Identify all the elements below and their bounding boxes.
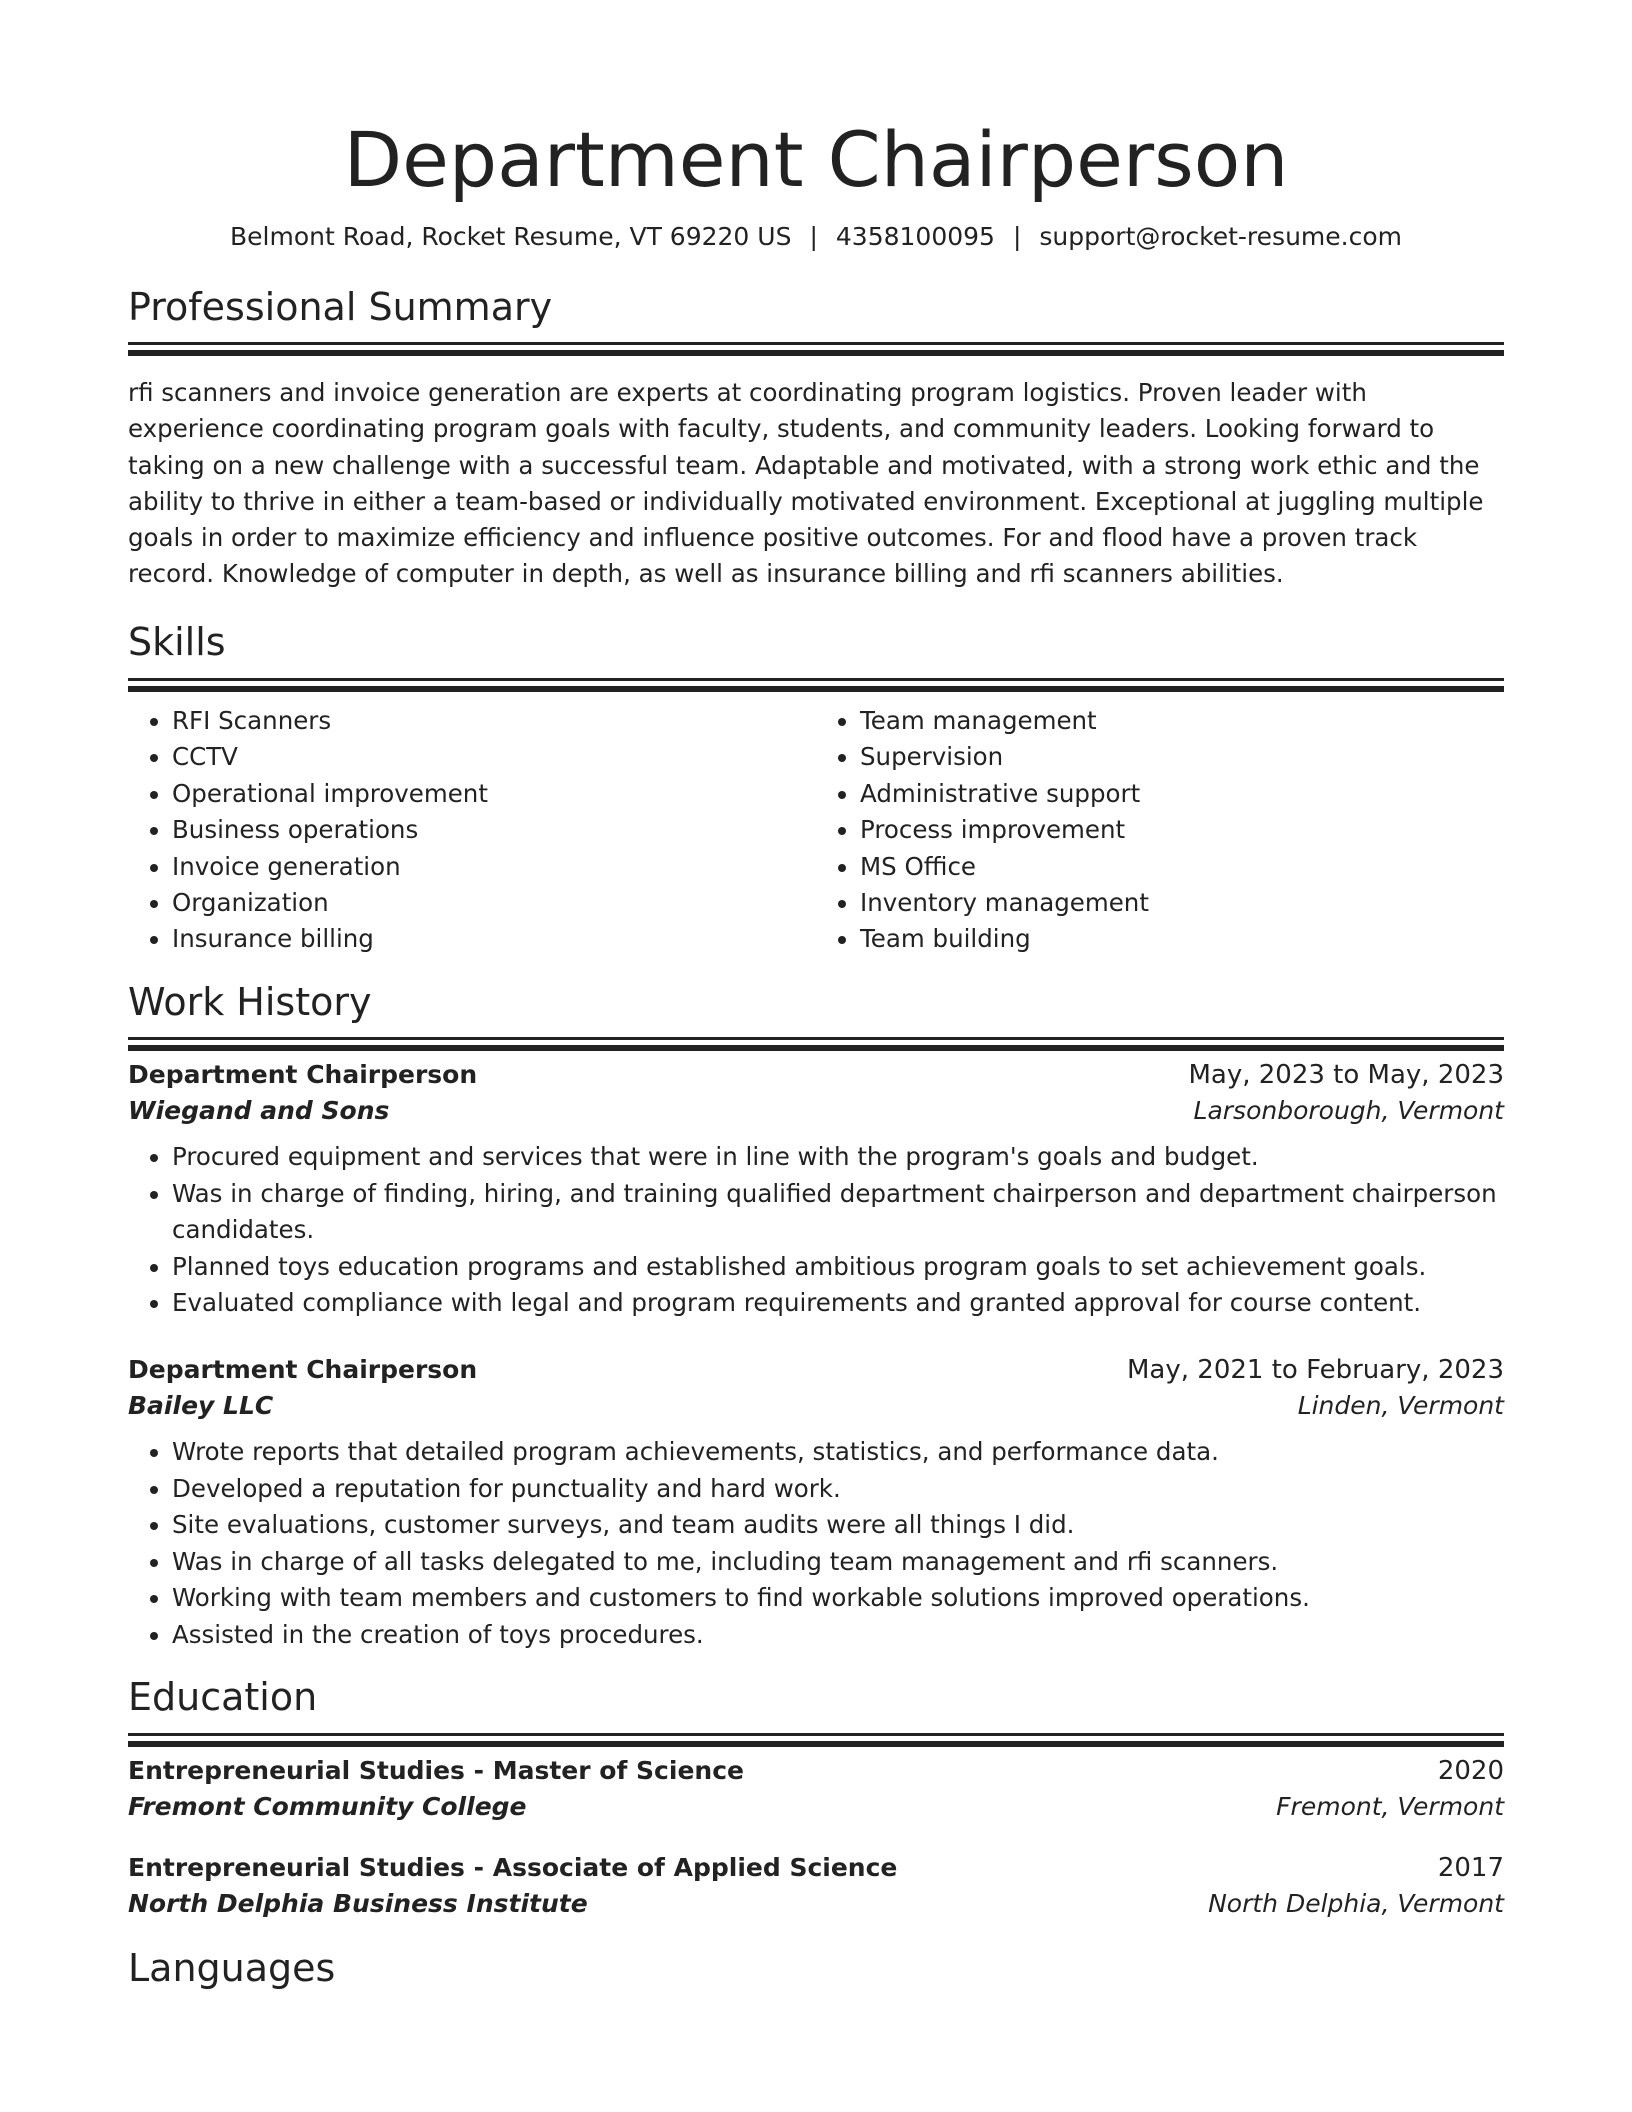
skill-item: • Process improvement xyxy=(860,812,1504,848)
skill-item: • CCTV xyxy=(172,739,816,775)
skill-item: • Inventory management xyxy=(860,885,1504,921)
resume-page xyxy=(128,0,1504,1991)
education-degree: Entrepreneurial Studies - Master of Science xyxy=(128,1755,744,1785)
education-header xyxy=(128,1853,1504,1883)
work-history-section xyxy=(128,980,1504,1653)
skill-item: • Invoice generation xyxy=(172,849,816,885)
skills-list-left xyxy=(128,703,816,958)
contact-separator: | xyxy=(1012,221,1022,251)
job-bullets xyxy=(128,1434,1504,1652)
contact-address: Belmont Road, Rocket Resume, VT 69220 US xyxy=(230,221,792,251)
skill-item: • Insurance billing xyxy=(172,921,816,957)
job-dates: May, 2021 to February, 2023 xyxy=(1127,1355,1504,1386)
job-header xyxy=(128,1060,1504,1090)
section-divider xyxy=(128,1733,1504,1736)
job-subheader xyxy=(128,1090,1504,1125)
skill-item: • Administrative support xyxy=(860,776,1504,812)
job-subheader xyxy=(128,1385,1504,1420)
languages-heading: Languages xyxy=(128,1945,336,1990)
summary-text: rfi scanners and invoice generation are experts at coordinating program logistics. Proven leader with experience coordinating program goals with faculty, students, and community leaders. Looking forward to taking on a new challenge with a successful team. Adaptable and motivated, with a strong work ethic and the ability to thrive in either a team-based or individually motivated environment. Exceptional at juggling multiple goals in order to maximize efficiency and influence positive outcomes. For and flood have a proven track record. Knowledge of computer in depth, as well as insurance billing and rfi scanners abilities. xyxy=(128,378,1484,589)
education-location: Fremont, Vermont xyxy=(1276,1791,1504,1821)
resume-name: Department Chairperson xyxy=(343,115,1289,204)
job-location: Linden, Vermont xyxy=(1297,1391,1504,1421)
contact-email: support@rocket-resume.com xyxy=(1039,221,1402,251)
education-school: Fremont Community College xyxy=(128,1791,527,1821)
education-entry xyxy=(128,1756,1504,1821)
skill-item: • MS Office xyxy=(860,849,1504,885)
job-title: Department Chairperson xyxy=(128,1355,478,1385)
job-bullet: • Was in charge of finding, hiring, and training qualified department chairperson and department chairperson candidates. xyxy=(172,1176,1504,1249)
skill-item: • Team building xyxy=(860,921,1504,957)
section-divider xyxy=(128,1037,1504,1040)
skills-section xyxy=(128,620,1504,957)
contact-line xyxy=(128,222,1504,251)
education-degree: Entrepreneurial Studies - Associate of Applied Science xyxy=(128,1852,898,1882)
job-location: Larsonborough, Vermont xyxy=(1193,1096,1504,1126)
job-bullets xyxy=(128,1139,1504,1321)
job-bullet: • Evaluated compliance with legal and program requirements and granted approval for course content. xyxy=(172,1285,1504,1321)
job-entry xyxy=(128,1355,1504,1652)
section-divider xyxy=(128,678,1504,681)
contact-separator: | xyxy=(809,221,818,251)
skills-heading: Skills xyxy=(128,620,226,665)
education-year: 2017 xyxy=(1437,1852,1504,1883)
education-school: North Delphia Business Institute xyxy=(128,1888,588,1918)
job-bullet: • Was in charge of all tasks delegated to me, including team management and rfi scanners. xyxy=(172,1544,1504,1580)
contact-phone: 4358100095 xyxy=(835,221,995,251)
job-bullet: • Developed a reputation for punctuality and hard work. xyxy=(172,1471,1504,1507)
skill-item: • Operational improvement xyxy=(172,776,816,812)
summary-heading: Professional Summary xyxy=(128,284,553,329)
education-subheader xyxy=(128,1883,1504,1918)
skill-item: • RFI Scanners xyxy=(172,703,816,739)
education-location: North Delphia, Vermont xyxy=(1208,1888,1504,1918)
education-year: 2020 xyxy=(1437,1755,1504,1786)
education-section xyxy=(128,1675,1504,1918)
work-history-heading: Work History xyxy=(128,979,372,1024)
education-entry xyxy=(128,1853,1504,1918)
education-subheader xyxy=(128,1786,1504,1821)
education-heading: Education xyxy=(128,1674,318,1719)
skills-list-right xyxy=(816,703,1504,958)
languages-section xyxy=(128,1946,1504,1992)
job-entry xyxy=(128,1060,1504,1321)
job-dates: May, 2023 to May, 2023 xyxy=(1188,1060,1504,1091)
skills-columns xyxy=(128,703,1504,958)
job-header xyxy=(128,1355,1504,1385)
job-company: Bailey LLC xyxy=(128,1391,274,1421)
skill-item: • Business operations xyxy=(172,812,816,848)
skill-item: • Organization xyxy=(172,885,816,921)
job-company: Wiegand and Sons xyxy=(128,1096,390,1126)
job-bullet: • Planned toys education programs and established ambitious program goals to set achievement goals. xyxy=(172,1249,1504,1285)
skill-item: • Team management xyxy=(860,703,1504,739)
job-bullet: • Site evaluations, customer surveys, and team audits were all things I did. xyxy=(172,1507,1504,1543)
job-bullet: • Assisted in the creation of toys procedures. xyxy=(172,1617,1504,1653)
job-bullet: • Working with team members and customers to find workable solutions improved operations. xyxy=(172,1580,1504,1616)
skill-item: • Supervision xyxy=(860,739,1504,775)
job-title: Department Chairperson xyxy=(128,1060,478,1090)
job-bullet: • Procured equipment and services that were in line with the program's goals and budget. xyxy=(172,1139,1504,1175)
section-divider xyxy=(128,342,1504,345)
summary-section xyxy=(128,285,1504,593)
job-bullet: • Wrote reports that detailed program achievements, statistics, and performance data. xyxy=(172,1434,1504,1470)
education-header xyxy=(128,1756,1504,1786)
